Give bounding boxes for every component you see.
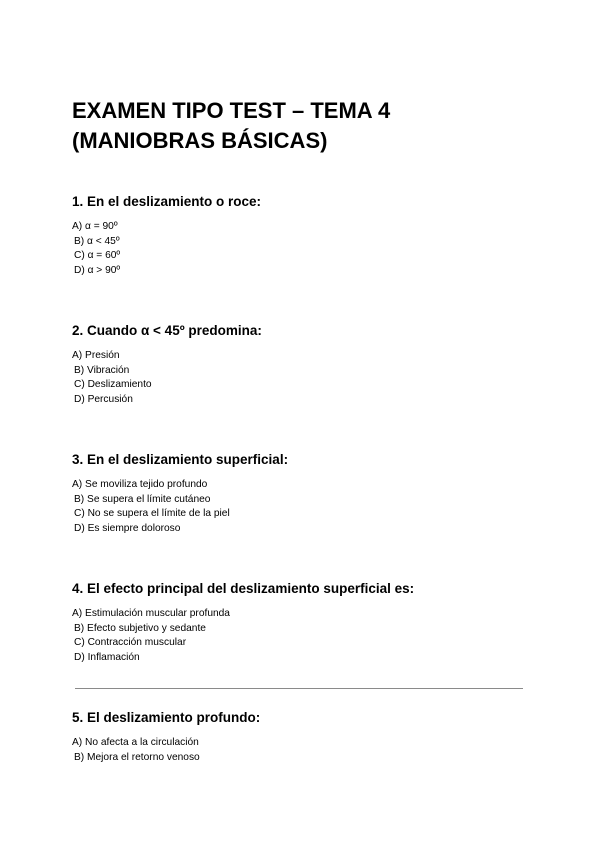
answer-option-a: A) Se moviliza tejido profundo [72, 479, 208, 490]
answer-option-a: A) No afecta a la circulación [72, 737, 199, 748]
answer-option-b: B) Se supera el límite cutáneo [74, 493, 211, 505]
answer-option-b: B) Vibración [74, 364, 130, 376]
answer-options [72, 607, 414, 666]
question-heading: 3. En el deslizamiento superficial: [72, 452, 289, 467]
question-5 [72, 709, 260, 765]
answer-option-c: C) No se supera el límite de la piel [74, 508, 230, 520]
answer-option-b: B) α < 45º [74, 235, 120, 247]
answer-option-b: B) Efecto subjetivo y sedante [74, 622, 206, 634]
question-heading: 5. El deslizamiento profundo: [72, 710, 261, 725]
question-heading: 1. En el deslizamiento o roce: [72, 194, 262, 209]
answer-option-c: C) Deslizamiento [74, 379, 152, 391]
answer-options [72, 478, 288, 537]
question-3 [72, 451, 288, 537]
question-2 [72, 322, 262, 408]
exam-title [72, 96, 390, 156]
answer-option-d: D) Percusión [74, 394, 133, 406]
answer-option-c: C) Contracción muscular [74, 637, 187, 649]
question-heading: 2. Cuando α < 45º predomina: [72, 323, 262, 338]
answer-option-a: A) Estimulación muscular profunda [72, 608, 230, 619]
answer-option-d: D) α > 90º [74, 265, 121, 277]
answer-option-b: B) Mejora el retorno venoso [74, 751, 200, 763]
question-4 [72, 580, 414, 666]
question-1 [72, 193, 261, 279]
answer-options [72, 349, 262, 408]
answer-options [72, 736, 260, 765]
exam-title-line-2: (MANIOBRAS BÁSICAS) [72, 128, 328, 153]
answer-option-c: C) α = 60º [74, 250, 121, 262]
answer-option-d: D) Inflamación [74, 652, 140, 664]
section-divider [75, 688, 523, 689]
question-heading: 4. El efecto principal del deslizamiento superficial es: [72, 581, 415, 596]
answer-option-a: A) α = 90º [72, 221, 118, 232]
answer-options [72, 220, 261, 279]
answer-option-d: D) Es siempre doloroso [74, 523, 181, 535]
answer-option-a: A) Presión [72, 350, 120, 361]
exam-title-line-1: EXAMEN TIPO TEST – TEMA 4 [72, 98, 391, 123]
